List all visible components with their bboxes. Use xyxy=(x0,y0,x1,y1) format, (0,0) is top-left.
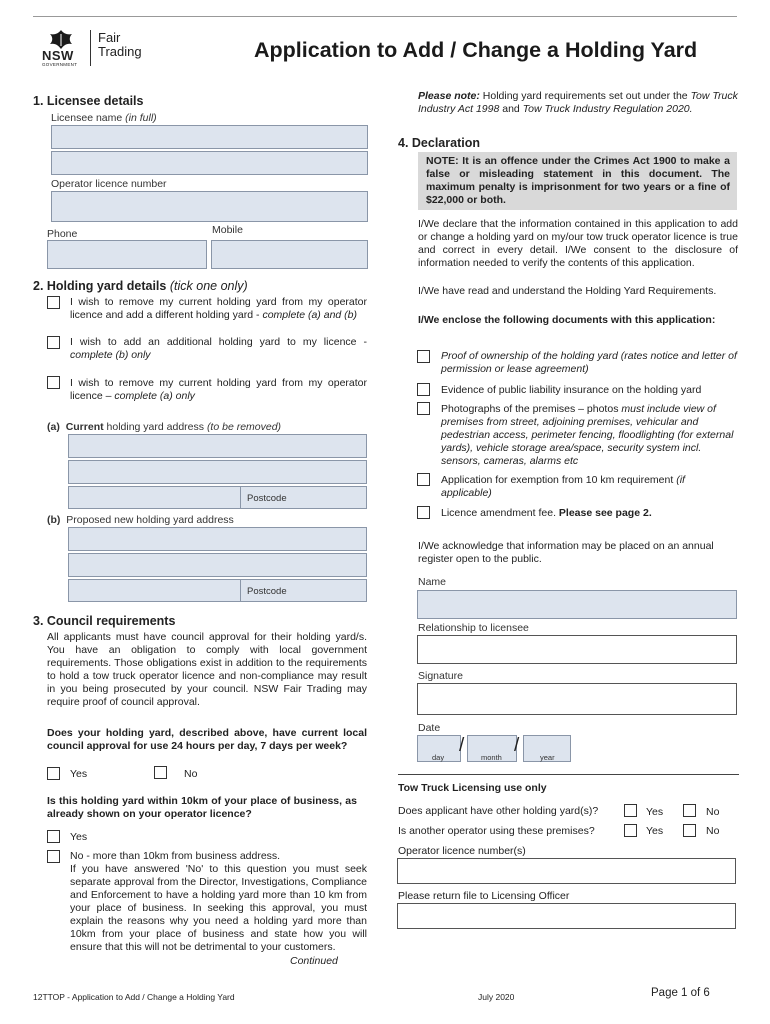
council-paragraph: All applicants must have council approval for their holding yard/s. You have an obligation to comply with local government requirements. Those obligations exist in addition to the requirements to hold a tow truck operator licence and non-compliance may result in you being prosecuted by your council. NSW Fair Trading may require proof of council approval. xyxy=(47,631,367,708)
doc5-text: Licence amendment fee. Please see page 2. xyxy=(441,507,652,519)
operator-licence-label: Operator licence number xyxy=(51,178,167,190)
name-field[interactable] xyxy=(417,590,737,619)
phone-label: Phone xyxy=(47,228,78,240)
current-postcode-label: Postcode xyxy=(247,493,287,504)
date-day-label: day xyxy=(432,753,445,762)
new-postcode-label: Postcode xyxy=(247,586,287,597)
relationship-label: Relationship to licensee xyxy=(418,622,529,634)
doc1-checkbox[interactable] xyxy=(417,350,430,363)
s3-heading: 3. Council requirements xyxy=(33,614,176,628)
office-q2-yes-checkbox[interactable] xyxy=(624,824,637,837)
distance-no-checkbox[interactable] xyxy=(47,850,60,863)
office-q2-no-checkbox[interactable] xyxy=(683,824,696,837)
mobile-label: Mobile xyxy=(212,224,243,236)
phone-field[interactable] xyxy=(47,240,207,269)
waratah-icon xyxy=(36,28,86,50)
distance-yes-label: Yes xyxy=(70,831,88,843)
current-postcode-field[interactable] xyxy=(240,486,367,509)
office-licence-numbers-label: Operator licence number(s) xyxy=(398,845,526,857)
office-heading: Tow Truck Licensing use only xyxy=(398,782,547,794)
new-postcode-field[interactable] xyxy=(240,579,367,602)
doc4-text: Application for exemption from 10 km requirement (if applicable) xyxy=(441,474,685,499)
top-rule xyxy=(33,16,737,17)
new-address-line-1[interactable] xyxy=(68,527,367,551)
declaration-p3: I/We enclose the following documents with this application: xyxy=(418,314,716,326)
signature-label: Signature xyxy=(418,670,463,682)
brand-line-2: Trading xyxy=(98,44,142,59)
opt1-checkbox[interactable] xyxy=(47,296,60,309)
office-return-label: Please return file to Licensing Officer xyxy=(398,890,570,902)
council-yes-checkbox[interactable] xyxy=(47,767,60,780)
s4-heading: 4. Declaration xyxy=(398,136,480,150)
doc2-checkbox[interactable] xyxy=(417,383,430,396)
new-address-line-2[interactable] xyxy=(68,553,367,577)
b-label: (b) Proposed new holding yard address xyxy=(47,514,234,526)
opt2-checkbox[interactable] xyxy=(47,336,60,349)
distance-yes-checkbox[interactable] xyxy=(47,830,60,843)
footer-page: Page 1 of 6 xyxy=(651,987,710,999)
opt3-text: I wish to remove my current holding yard from my operator licence – complete (a) only xyxy=(70,377,367,402)
relationship-field[interactable] xyxy=(417,635,737,664)
opt1-text: I wish to remove my current holding yard from my operator licence and add a different holding yard - complete (a) and (b) xyxy=(70,296,367,321)
warning-box xyxy=(418,152,737,210)
licensee-name-field-1[interactable] xyxy=(51,125,368,149)
opt3-checkbox[interactable] xyxy=(47,376,60,389)
date-month-label: month xyxy=(481,753,502,762)
distance-no-paragraph: If you have answered 'No' to this question you must seek separate approval from the Director, Investigations, Compliance and Enforcement to have a holding yard more than 10 km from your place of business. In seeking this approval, you must explain the reasons why you need a holding yard more than 10km from your place of business and state how you will ensure that this will not be detrimental to your customers. xyxy=(70,863,367,953)
office-q1-no-label: No xyxy=(706,806,720,818)
doc3-text: Photographs of the premises – photos must include view of premises from street, adjoining premises, vehicular and pedestrian access, perimeter fencing, floodlighting (for external yards), vehicle storage area/space, security system incl. sensors, cameras, alarms etc xyxy=(441,403,734,467)
footer-date: July 2020 xyxy=(478,992,515,1002)
please-note: Please note: Holding yard requirements set out under the Tow Truck Industry Act 1998 and Tow Truck Industry Regulation 2020. xyxy=(418,90,738,115)
office-q1-yes-label: Yes xyxy=(646,806,664,818)
nsw-logo xyxy=(36,28,86,68)
office-q2-yes-label: Yes xyxy=(646,825,664,837)
a-label: (a) Current holding yard address (to be removed) xyxy=(47,421,282,433)
distance-no-label: No - more than 10km from business address. xyxy=(70,850,281,862)
s2-heading: 2. Holding yard details (tick one only) xyxy=(33,279,248,293)
doc5-checkbox[interactable] xyxy=(417,506,430,519)
date-label: Date xyxy=(418,722,441,734)
name-label: Name xyxy=(418,576,447,588)
current-address-line-1[interactable] xyxy=(68,434,367,458)
logo-text: NSW xyxy=(42,48,74,63)
declaration-p2: I/We have read and understand the Holding Yard Requirements. xyxy=(418,285,717,297)
logo-divider xyxy=(90,30,91,66)
doc3-checkbox[interactable] xyxy=(417,402,430,415)
office-q1-yes-checkbox[interactable] xyxy=(624,804,637,817)
brand-name xyxy=(98,31,142,59)
council-question: Does your holding yard, described above, have current local council approval for use 24 hours per day, 7 days per week? xyxy=(47,727,367,752)
council-yes-label: Yes xyxy=(70,768,88,780)
warning-text: NOTE: It is an offence under the Crimes Act 1900 to make a false or misleading statement in this document. The maximum penalty is imprisonment for two years or a fine of $22,000 or both. xyxy=(426,155,730,206)
footer-code: 12TTOP - Application to Add / Change a Holding Yard xyxy=(33,992,235,1002)
continued-label: Continued xyxy=(290,955,338,967)
declaration-p1: I/We declare that the information contained in this application to add or change a holding yard on my/our tow truck operator licence is true and correct in every detail. I/We consent to the disclosure of information needed to verify the contents of this application. xyxy=(418,218,738,269)
doc2-text: Evidence of public liability insurance on the holding yard xyxy=(441,384,702,396)
signature-field[interactable] xyxy=(417,683,737,715)
current-address-line-2[interactable] xyxy=(68,460,367,484)
office-q2: Is another operator using these premises? xyxy=(398,825,595,837)
doc4-checkbox[interactable] xyxy=(417,473,430,486)
mobile-field[interactable] xyxy=(211,240,368,269)
doc1-text: Proof of ownership of the holding yard (rates notice and letter of permission or lease agreement) xyxy=(441,350,737,375)
licensee-name-label: Licensee name (in full) xyxy=(51,112,157,124)
date-slash-2: / xyxy=(514,735,520,756)
office-q1: Does applicant have other holding yard(s)? xyxy=(398,805,599,817)
office-q2-no-label: No xyxy=(706,825,720,837)
distance-question: Is this holding yard within 10km of your place of business, as already shown on your operator licence? xyxy=(47,795,357,820)
page-title: Application to Add / Change a Holding Yard xyxy=(254,38,698,62)
opt2-text: I wish to add an additional holding yard to my licence - complete (b) only xyxy=(70,336,367,361)
council-no-label: No xyxy=(184,768,198,780)
office-rule xyxy=(398,774,739,775)
s1-heading: 1. Licensee details xyxy=(33,94,144,108)
office-q1-no-checkbox[interactable] xyxy=(683,804,696,817)
date-slash-1: / xyxy=(459,735,465,756)
council-no-checkbox[interactable] xyxy=(154,766,167,779)
operator-licence-field[interactable] xyxy=(51,191,368,222)
acknowledge-text: I/We acknowledge that information may be placed on an annual register open to the public. xyxy=(418,540,714,565)
date-year-label: year xyxy=(540,753,555,762)
logo-sub: GOVERNMENT xyxy=(42,62,78,67)
brand-line-1: Fair xyxy=(98,30,121,45)
office-return-field[interactable] xyxy=(397,903,736,929)
office-licence-numbers-field[interactable] xyxy=(397,858,736,884)
licensee-name-field-2[interactable] xyxy=(51,151,368,175)
